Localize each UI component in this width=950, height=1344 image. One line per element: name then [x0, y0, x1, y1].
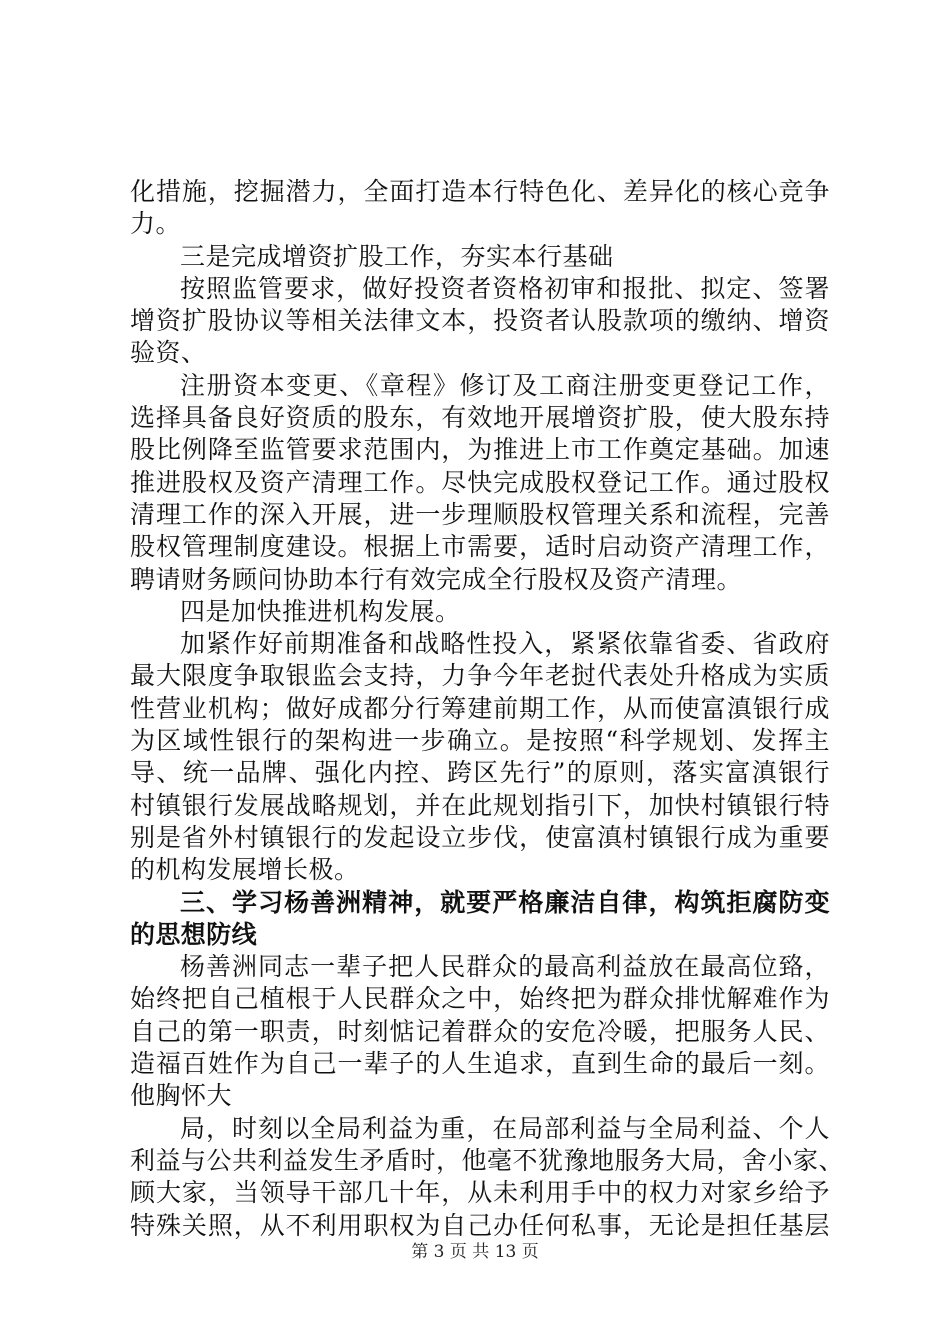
paragraph-line: 验资、	[130, 338, 207, 368]
paragraph-line: 他胸怀大	[130, 1081, 233, 1111]
paragraph-line: 选择具备良好资质的股东，有效地开展增资扩股，使大股东持	[130, 403, 830, 433]
paragraph-line: 清理工作的深入开展，进一步理顺股权管理关系和流程，完善	[130, 499, 830, 529]
paragraph-line: 特殊关照，从不利用职权为自己办任何私事，无论是担任基层	[130, 1210, 830, 1240]
paragraph-line: 别是省外村镇银行的发起设立步伐，使富滇村镇银行成为重要	[130, 822, 830, 852]
paragraph-line: 聘请财务顾问协助本行有效完成全行股权及资产清理。	[130, 564, 743, 594]
paragraph-line: 自己的第一职责，时刻惦记着群众的安危冷暖，把服务人民、	[130, 1016, 830, 1046]
page-footer: 第 3 页 共 13 页	[411, 1242, 539, 1262]
paragraph-line: 股权管理制度建设。根据上市需要，适时启动资产清理工作，	[130, 532, 830, 562]
body-text	[130, 176, 845, 1242]
paragraph-line: 化措施，挖掘潜力，全面打造本行特色化、差异化的核心竞争	[130, 177, 830, 206]
paragraph-line: 股比例降至监管要求范围内，为推进上市工作奠定基础。加速	[130, 435, 830, 465]
paragraph-line: 为区域性银行的架构进一步确立。是按照“科学规划、发挥主	[130, 726, 830, 756]
paragraph-line: 加紧作好前期准备和战略性投入，紧紧依靠省委、省政府	[180, 629, 830, 659]
paragraph-line: 注册资本变更、《章程》修订及工商注册变更登记工作，	[180, 370, 830, 400]
paragraph-line: 力。	[130, 209, 182, 239]
paragraph-line: 性营业机构；做好成都分行筹建前期工作，从而使富滇银行成	[130, 693, 830, 723]
paragraph-line: 推进股权及资产清理工作。尽快完成股权登记工作。通过股权	[130, 467, 830, 497]
paragraph-line: 三是完成增资扩股工作，夯实本行基础	[180, 241, 614, 271]
section-heading-line: 三、学习杨善洲精神，就要严格廉洁自律，构筑拒腐防变	[180, 887, 830, 917]
paragraph-line: 最大限度争取银监会支持，力争今年老挝代表处升格成为实质	[130, 661, 830, 691]
paragraph-line: 村镇银行发展战略规划，并在此规划指引下，加快村镇银行特	[130, 790, 830, 820]
paragraph-line: 导、统一品牌、强化内控、跨区先行”的原则，落实富滇银行	[130, 758, 830, 788]
paragraph-line: 始终把自己植根于人民群众之中，始终把为群众排忧解难作为	[130, 984, 830, 1014]
paragraph-line: 四是加快推进机构发展。	[180, 596, 461, 626]
paragraph-line: 的机构发展增长极。	[130, 855, 360, 885]
paragraph-line: 增资扩股协议等相关法律文本，投资者认股款项的缴纳、增资	[130, 306, 830, 336]
paragraph-line: 局，时刻以全局利益为重，在局部利益与全局利益、个人	[180, 1113, 830, 1143]
paragraph-line: 杨善洲同志一辈子把人民群众的最高利益放在最高位臵，	[180, 952, 830, 982]
paragraph-line: 按照监管要求，做好投资者资格初审和报批、拟定、签署	[180, 273, 830, 303]
paragraph-line: 利益与公共利益发生矛盾时，他毫不犹豫地服务大局，舍小家、	[130, 1145, 845, 1175]
paragraph-line: 造福百姓作为自己一辈子的人生追求，直到生命的最后一刻。	[130, 1049, 830, 1079]
paragraph-line: 顾大家，当领导干部几十年，从未利用手中的权力对家乡给予	[130, 1178, 830, 1208]
section-heading-line: 的思想防线	[130, 919, 258, 949]
